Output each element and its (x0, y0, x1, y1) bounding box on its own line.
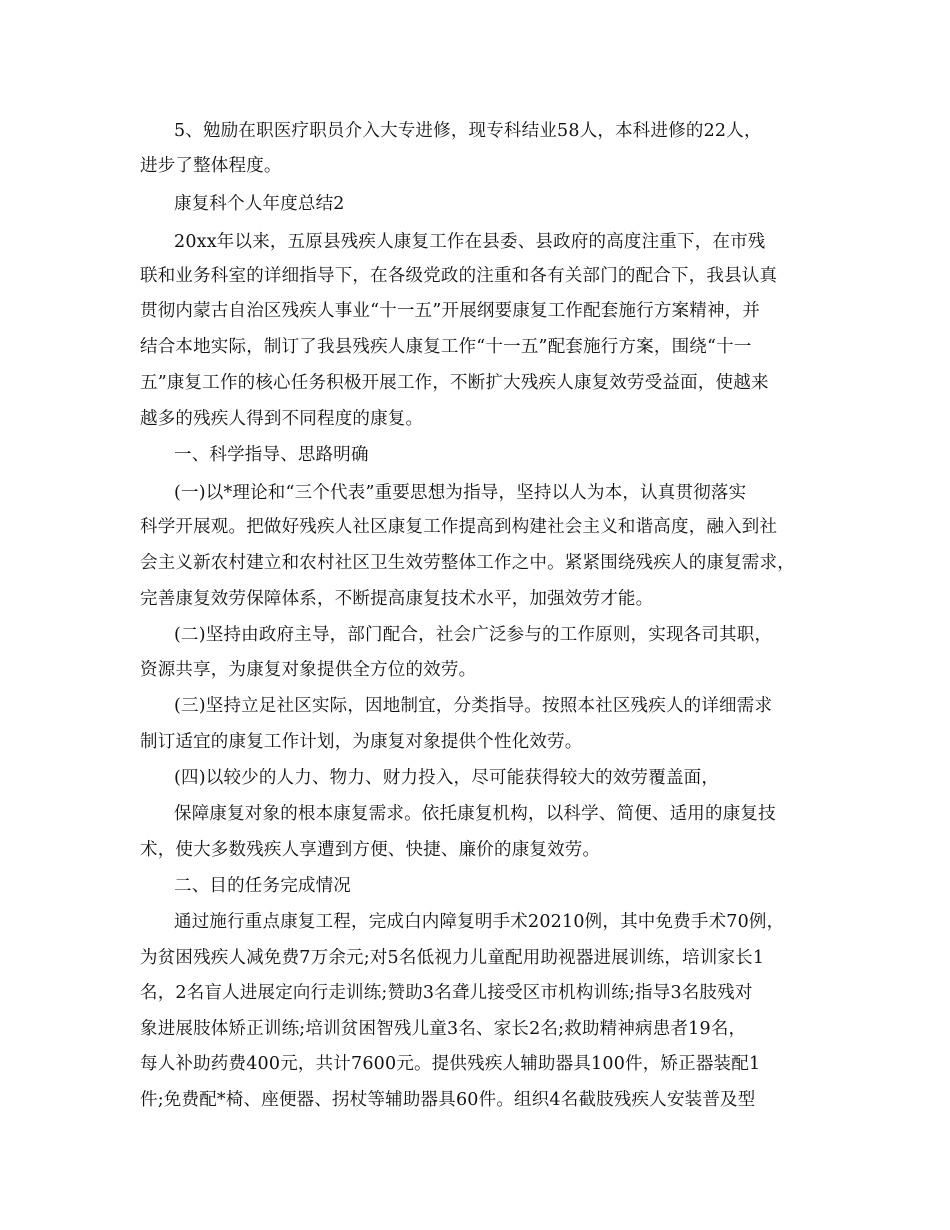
text-line: 20xx年以来，五原县残疾人康复工作在县委、县政府的高度注重下，在市残 (174, 232, 766, 252)
text-line: 科学开展观。把做好残疾人社区康复工作提高到构建社会主义和谐高度，融入到社 (140, 517, 778, 537)
text-line: 术，使大多数残疾人享遭到方便、快捷、廉价的康复效劳。 (140, 840, 601, 860)
text-line: 越多的残疾人得到不同程度的康复。 (140, 409, 424, 429)
text-line: 象进展肢体矫正训练;培训贫困智残儿童3名、家长2名;救助精神病患者19名， (140, 1019, 747, 1039)
text-line: 保障康复对象的根本康复需求。依托康复机构，以科学、简便、适用的康复技 (174, 804, 776, 824)
text-line: (三)坚持立足社区实际，因地制宜，分类指导。按照本社区残疾人的详细需求 (174, 696, 773, 716)
section-heading: 康复科个人年度总结2 (174, 194, 345, 214)
text-line: 名，2名盲人进展定向行走训练;赞助3名聋儿接受区市机构训练;指导3名肢残对 (140, 983, 753, 1003)
text-line: 完善康复效劳保障体系，不断提高康复技术水平，加强效劳才能。 (140, 589, 654, 609)
text-line: 件;免费配*椅、座便器、拐杖等辅助器具60件。组织4名截肢残疾人安装普及型 (140, 1090, 756, 1110)
section-heading: 二、目的任务完成情况 (174, 876, 351, 896)
text-line: 每人补助药费400元，共计7600元。提供残疾人辅助器具100件，矫正器装配1 (140, 1054, 761, 1074)
text-line: 制订适宜的康复工作计划，为康复对象提供个性化效劳。 (140, 732, 583, 752)
section-heading: 一、科学指导、思路明确 (174, 445, 369, 465)
text-line: 贯彻内蒙古自治区残疾人事业“十一五”开展纲要康复工作配套施行方案精神，并 (140, 301, 761, 321)
text-line: 通过施行重点康复工程，完成白内障复明手术20210例，其中免费手术70例， (174, 912, 785, 932)
text-line: 资源共享，为康复对象提供全方位的效劳。 (140, 660, 477, 680)
text-line: (一)以*理论和“三个代表”重要思想为指导，坚持以人为本，认真贯彻落实 (174, 483, 747, 503)
text-line: 会主义新农村建立和农村社区卫生效劳整体工作之中。紧紧围绕残疾人的康复需求， (140, 553, 795, 573)
text-line: 进步了整体程度。 (140, 156, 282, 176)
text-line: (四)以较少的人力、物力、财力投入，尽可能获得较大的效劳覆盖面， (174, 768, 720, 788)
text-line: 联和业务科室的详细指导下，在各级党政的注重和各有关部门的配合下，我县认真 (140, 266, 778, 286)
text-line: 五”康复工作的核心任务积极开展工作，不断扩大残疾人康复效劳受益面，使越来 (140, 373, 769, 393)
text-line: 5、勉励在职医疗职员介入大专进修，现专科结业58人，本科进修的22人， (174, 121, 762, 141)
text-line: 结合本地实际，制订了我县残疾人康复工作“十一五”配套施行方案，围绕“十一 (140, 337, 752, 357)
text-line: (二)坚持由政府主导，部门配合，社会广泛参与的工作原则，实现各司其职， (174, 625, 773, 645)
text-line: 为贫困残疾人减免费7万余元;对5名低视力儿童配用助视器进展训练，培训家长1 (140, 948, 765, 968)
